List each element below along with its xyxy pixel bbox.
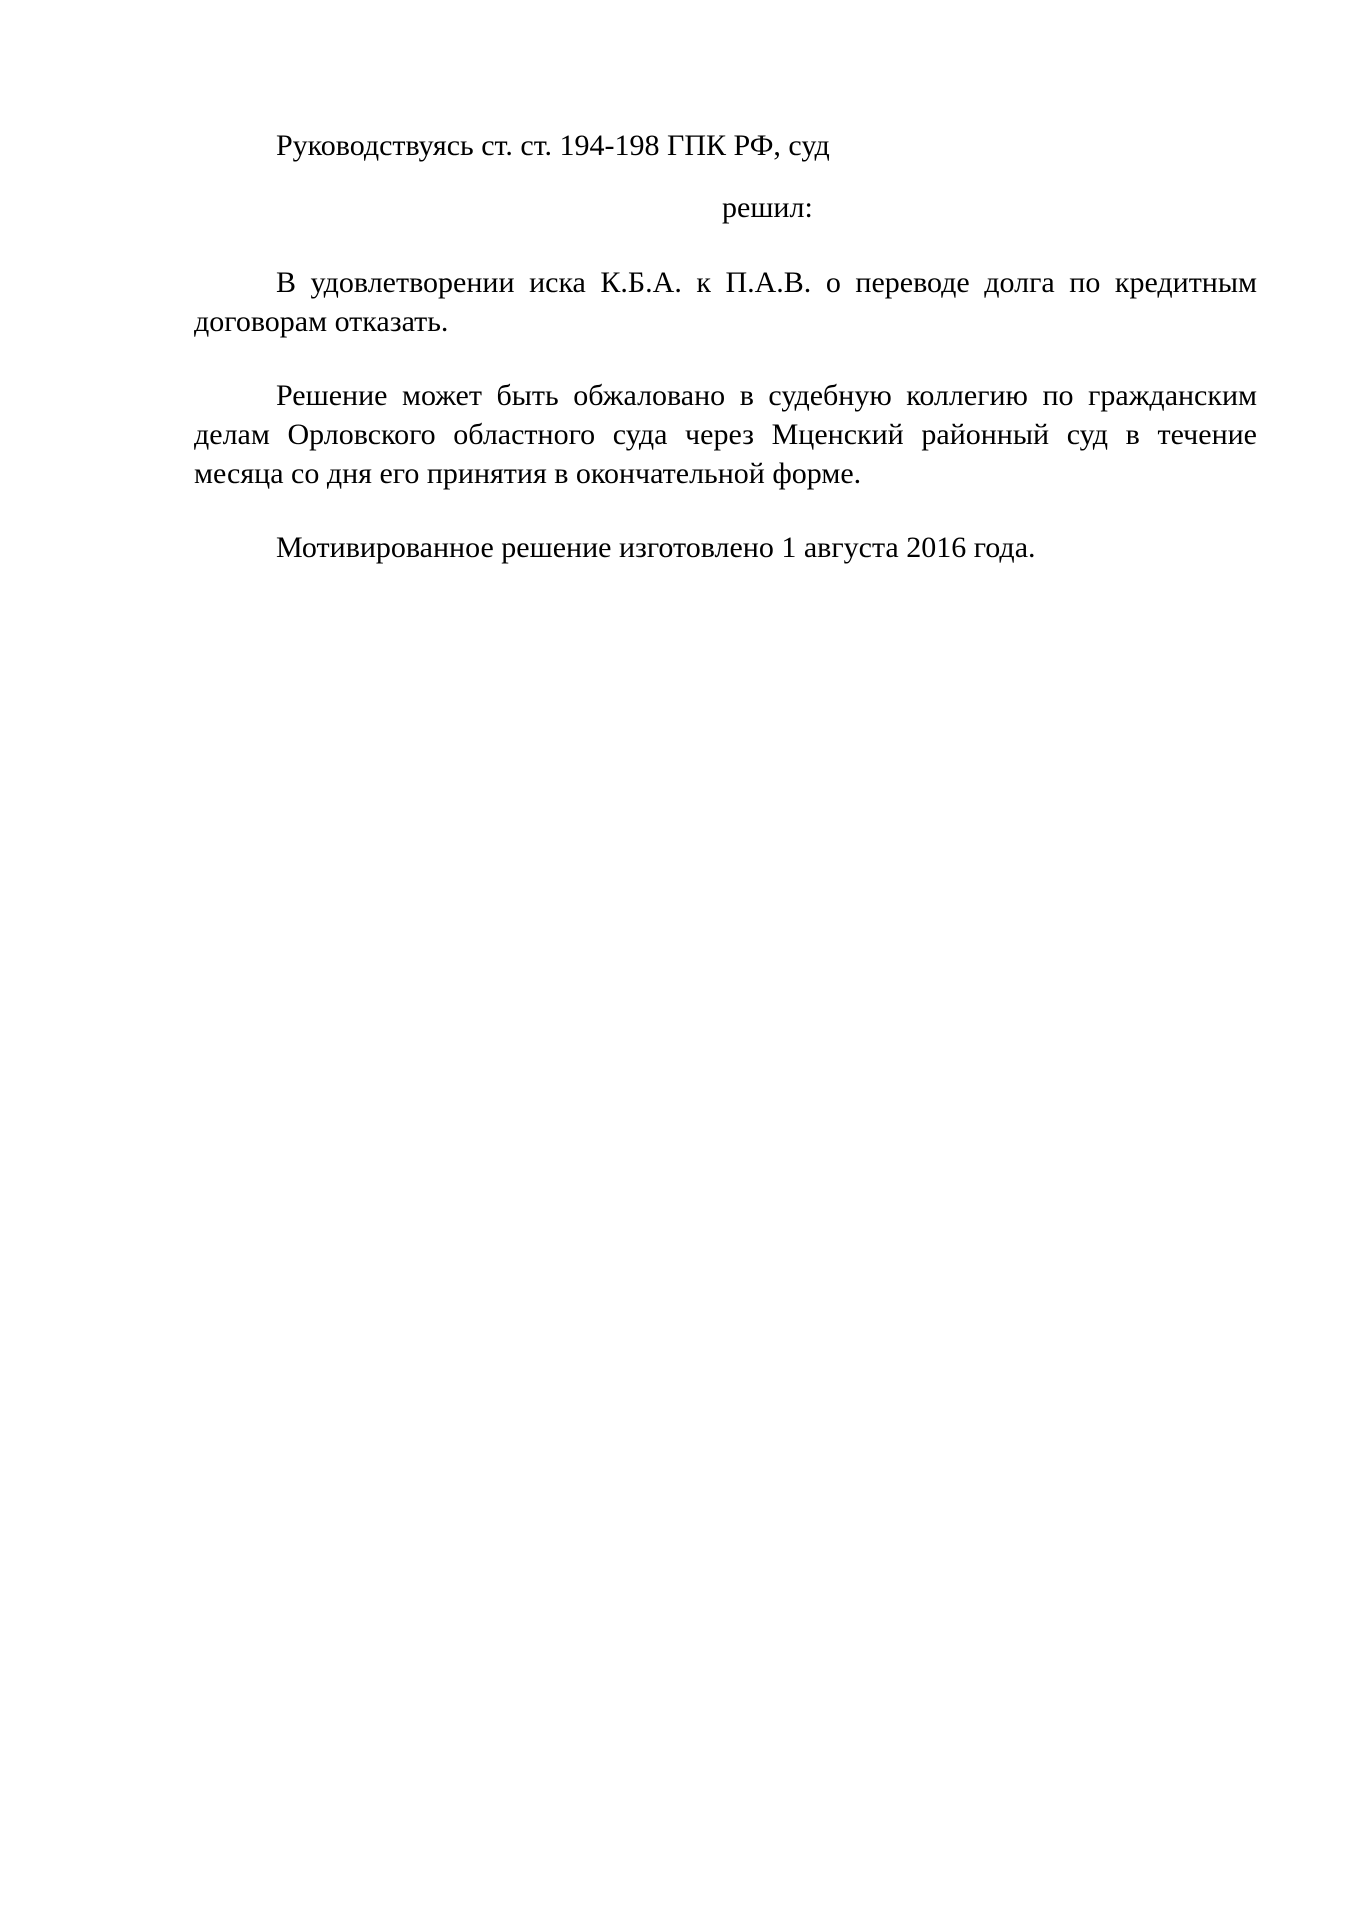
decision-heading: решил: bbox=[722, 191, 813, 224]
spacer bbox=[194, 493, 1257, 528]
decision-paragraph: В удовлетворении иска К.Б.А. к П.А.В. о переводе долга по кредитным договорам отказать. bbox=[194, 266, 1257, 338]
date-paragraph: Мотивированное решение изготовлено 1 августа 2016 года. bbox=[276, 531, 1036, 564]
spacer bbox=[194, 165, 1257, 188]
intro-line: Руководствуясь ст. ст. 194-198 ГПК РФ, суд bbox=[276, 129, 830, 162]
document-body bbox=[194, 126, 1257, 567]
spacer bbox=[194, 341, 1257, 376]
spacer bbox=[194, 227, 1257, 263]
appeal-paragraph: Решение может быть обжаловано в судебную коллегию по гражданским делам Орловского областного суда через Мценский районный суд в течение месяца со дня его принятия в окончательной форме. bbox=[194, 379, 1257, 490]
